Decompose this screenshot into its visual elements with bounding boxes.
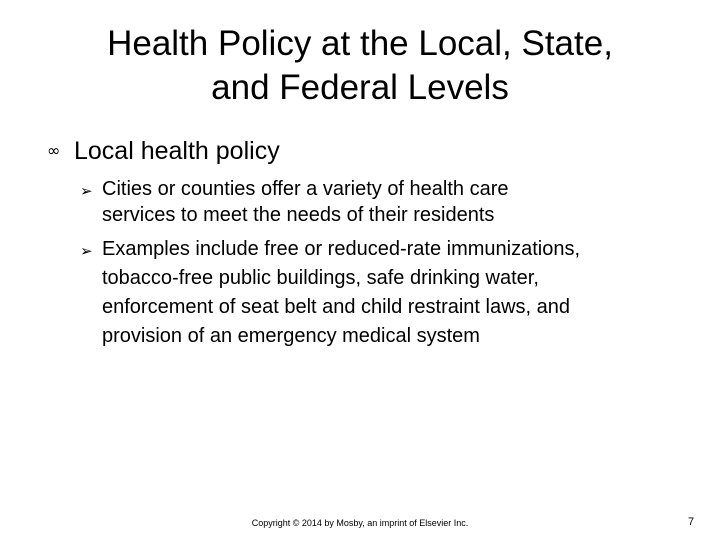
sub-bullet-line: provision of an emergency medical system (102, 325, 480, 347)
sub-bullet-line: Cities or counties offer a variety of health care (102, 178, 509, 200)
bullet-text: Local health policy (74, 137, 280, 165)
arrow-bullet-icon: ➢ (80, 182, 93, 200)
sub-bullet-line: Examples include free or reduced-rate immunizations, (102, 238, 580, 260)
copyright-footer: Copyright © 2014 by Mosby, an imprint of Elsevier Inc. (251, 518, 469, 528)
sub-bullet-line: enforcement of seat belt and child restraint laws, and (102, 296, 571, 318)
arrow-bullet-icon: ➢ (80, 242, 93, 260)
sub-bullet-line: tobacco-free public buildings, safe drinking water, (102, 267, 539, 289)
slide-title (60, 22, 660, 110)
sub-bullet-line: services to meet the needs of their residents (102, 204, 495, 226)
slide-title-line: and Federal Levels (211, 68, 509, 107)
page-number: 7 (688, 516, 695, 528)
infinity-bullet-icon: ∞ (47, 141, 61, 160)
slide-title-line: Health Policy at the Local, State, (107, 24, 613, 63)
